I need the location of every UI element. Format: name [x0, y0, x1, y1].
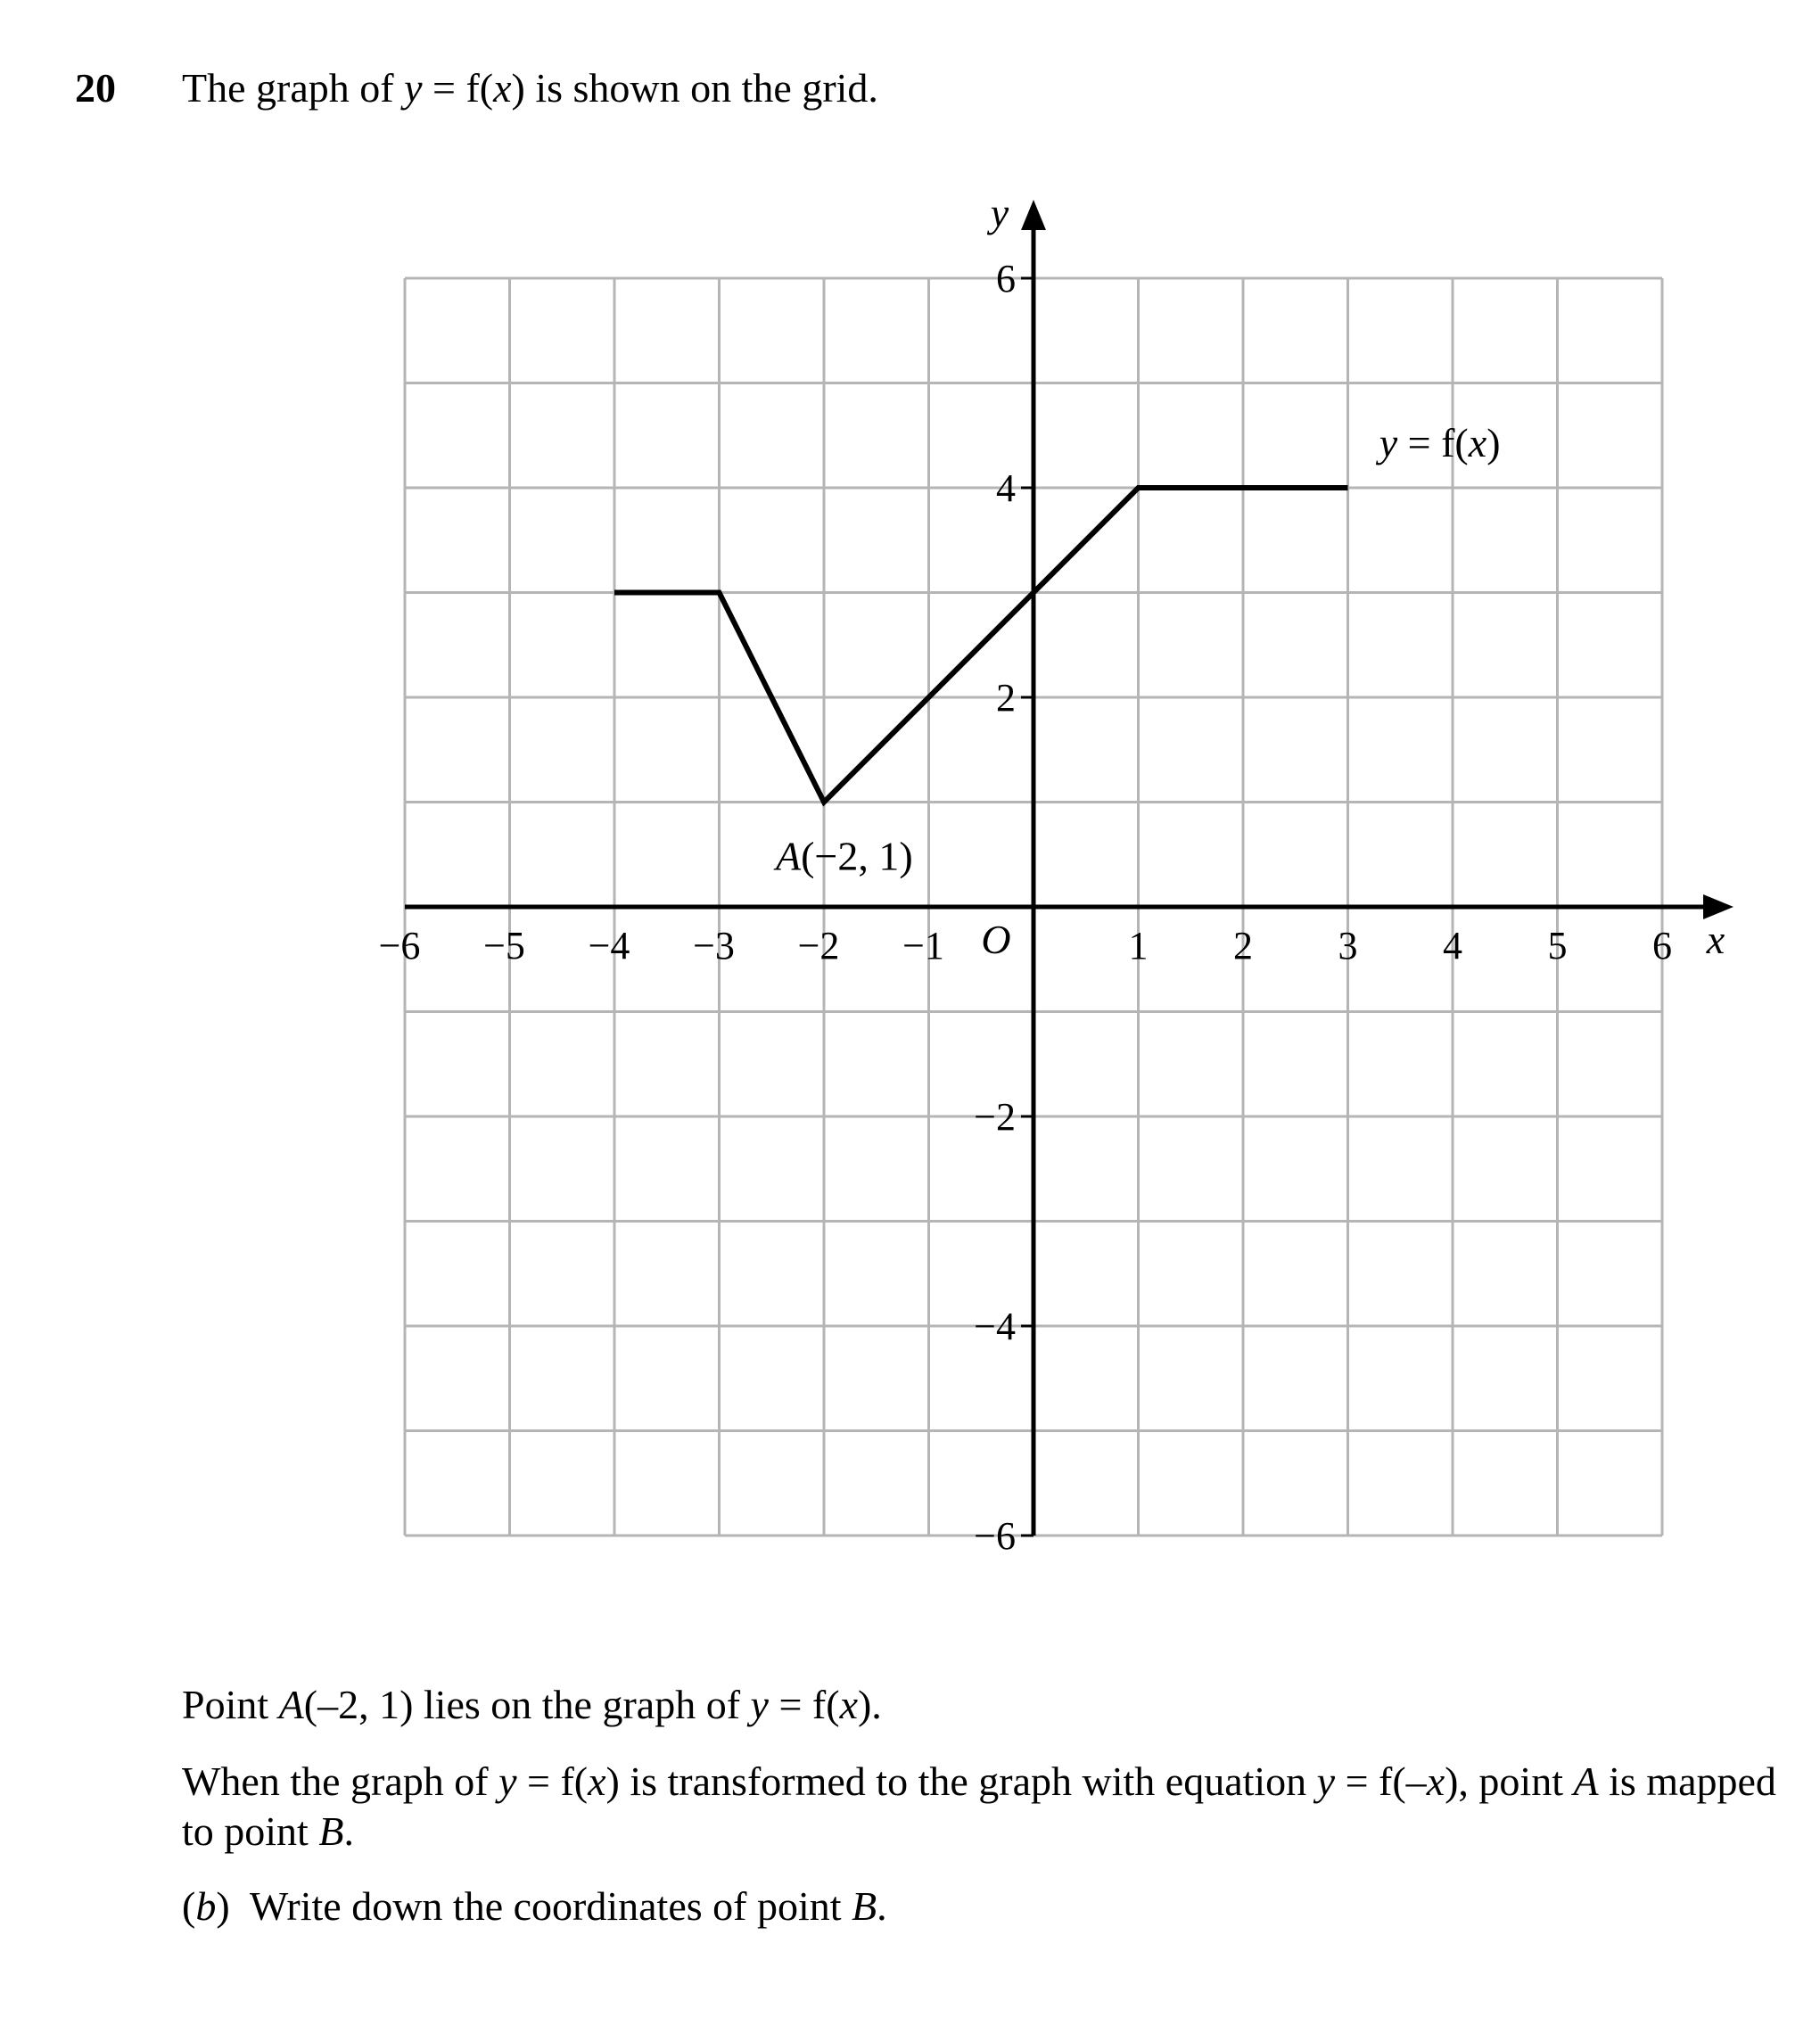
question-number: 20 [75, 65, 116, 111]
x-tick-label: 6 [1652, 924, 1672, 968]
intro-text: ) is shown on the grid. [511, 65, 878, 111]
series-label-part: = f( [1397, 419, 1469, 465]
x-tick-label: 2 [1233, 924, 1253, 968]
y-axis-label: y [990, 190, 1009, 235]
chart-labels [773, 190, 1725, 962]
series-label-part: x [1468, 419, 1487, 465]
part-letter: b [195, 1883, 217, 1929]
series [614, 488, 1348, 803]
function-graph-line [614, 488, 1348, 803]
axes [405, 200, 1734, 1536]
var-A: A [1573, 1758, 1599, 1804]
point-coords: (−2, 1) [801, 833, 913, 879]
point-a-label [773, 834, 913, 879]
part-label: ( [182, 1883, 196, 1929]
x-tick-label: 3 [1338, 924, 1358, 968]
x-axis-arrow [1703, 894, 1734, 919]
x-tick-label: −4 [588, 924, 630, 968]
text-run: ) is transformed to the graph with equation [605, 1758, 1317, 1804]
var-x: x [493, 65, 512, 111]
statement-point-a [182, 1680, 1778, 1730]
origin-label: O [981, 917, 1011, 962]
text-run: is mapped to point [182, 1758, 1776, 1854]
text-run: . [343, 1808, 354, 1854]
intro-text: = f( [422, 65, 494, 111]
text-run: Write down the coordinates of point [229, 1883, 852, 1929]
var-y: y [1316, 1758, 1336, 1804]
var-B: B [852, 1883, 877, 1929]
y-axis-arrow [1021, 200, 1046, 230]
text-run: = f( [516, 1758, 589, 1804]
text-run: Point [182, 1682, 279, 1727]
part-label: ) [216, 1883, 230, 1929]
x-tick-label: −5 [483, 924, 525, 968]
series-label [1376, 420, 1501, 465]
var-B: B [318, 1808, 344, 1854]
y-tick-label: −6 [974, 1514, 1016, 1558]
text-run: When the graph of [182, 1758, 499, 1804]
point-letter: A [776, 833, 802, 879]
question-part-b [182, 1882, 1778, 1931]
x-tick-label: −2 [797, 924, 840, 968]
text-run: ). [857, 1682, 882, 1727]
y-tick-label: 4 [996, 466, 1016, 510]
y-tick-label: −2 [974, 1095, 1016, 1139]
x-tick-label: −3 [693, 924, 735, 968]
text-run: . [877, 1883, 887, 1929]
x-tick-label: −1 [902, 924, 944, 968]
x-tick-label: 4 [1443, 924, 1462, 968]
y-tick-label: −4 [974, 1305, 1016, 1348]
var-y: y [498, 1758, 517, 1804]
text-run: = f( [768, 1682, 840, 1727]
text-run: ), point [1445, 1758, 1574, 1804]
series-label-part: y [1379, 419, 1398, 465]
text-run: = f(– [1335, 1758, 1427, 1804]
y-tick-label: 6 [996, 257, 1016, 301]
x-tick-label: 5 [1547, 924, 1568, 968]
text-run: (–2, 1) lies on the graph of [303, 1682, 751, 1727]
intro-text: The graph of [182, 65, 405, 111]
var-x: x [588, 1758, 606, 1804]
x-axis-label: x [1706, 917, 1725, 962]
y-tick-label: 2 [996, 676, 1016, 720]
var-x: x [1426, 1758, 1445, 1804]
var-y: y [404, 65, 423, 111]
x-tick-label: 1 [1128, 924, 1149, 968]
statement-transformation [182, 1757, 1778, 1857]
var-y: y [750, 1682, 769, 1727]
var-A: A [278, 1682, 304, 1727]
var-x: x [839, 1682, 858, 1727]
x-tick-label: −6 [378, 924, 421, 968]
series-label-part: ) [1486, 419, 1501, 465]
